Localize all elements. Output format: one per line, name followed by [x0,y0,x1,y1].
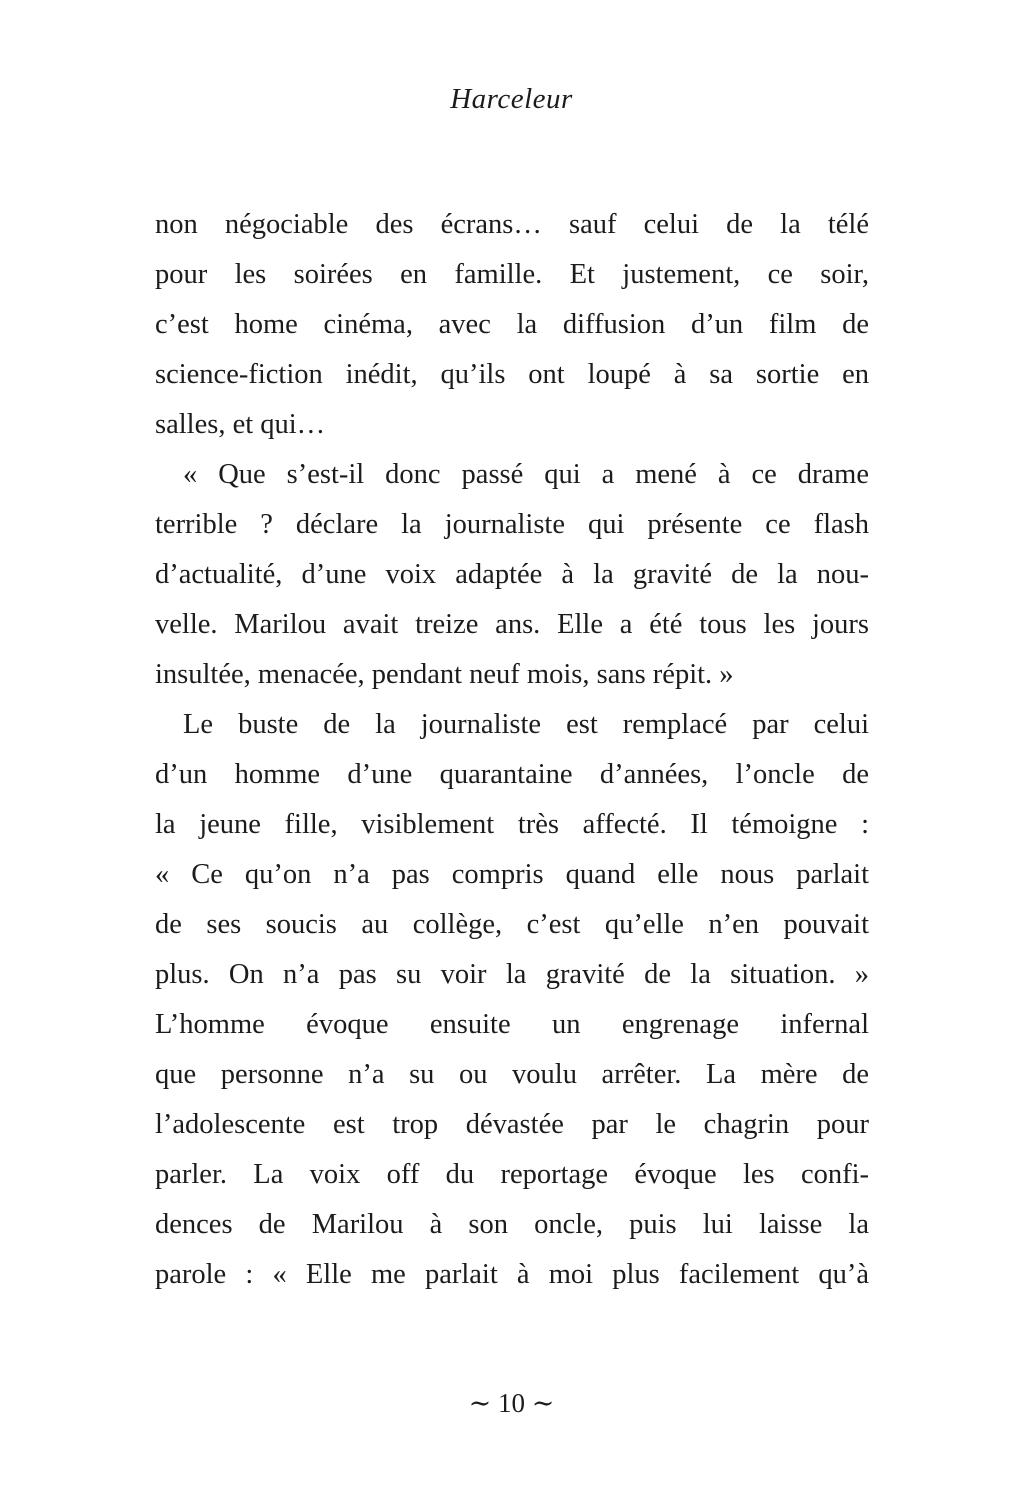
text-line: « Ce qu’on n’a pas compris quand elle nous parlait [155,859,869,890]
text-line: velle. Marilou avait treize ans. Elle a été tous les jours [155,609,869,640]
text-line: la jeune fille, visiblement très affecté. Il témoigne : [155,809,869,840]
text-line: parler. La voix off du reportage évoque les confi- [155,1159,869,1190]
text-line: que personne n’a su ou voulu arrêter. La mère de [155,1059,869,1090]
paragraph [155,450,869,700]
text-line: c’est home cinéma, avec la diffusion d’un film de [155,309,869,340]
text-line: insultée, menacée, pendant neuf mois, sans répit. » [155,659,734,690]
paragraph [155,200,869,450]
text-line: salles, et qui… [155,409,326,440]
text-line: plus. On n’a pas su voir la gravité de la situation. » [155,959,869,990]
running-header: Harceleur [450,83,573,115]
text-line: parole : « Elle me parlait à moi plus facilement qu’à [155,1259,869,1290]
body-text [155,200,869,1300]
text-line: Le buste de la journaliste est remplacé par celui [183,709,869,740]
text-line: terrible ? déclare la journaliste qui présente ce flash [155,509,869,540]
text-line: l’adolescente est trop dévastée par le chagrin pour [155,1109,869,1140]
page-number: ∼ 10 ∼ [468,1388,555,1418]
text-line: L’homme évoque ensuite un engrenage infernal [155,1009,869,1040]
text-line: « Que s’est-il donc passé qui a mené à ce drame [183,459,869,490]
text-line: pour les soirées en famille. Et justement, ce soir, [155,259,869,290]
text-line: d’un homme d’une quarantaine d’années, l’oncle de [155,759,869,790]
paragraph [155,700,869,1300]
text-line: d’actualité, d’une voix adaptée à la gravité de la nou- [155,559,869,590]
text-line: non négociable des écrans… sauf celui de la télé [155,209,869,240]
text-line: dences de Marilou à son oncle, puis lui laisse la [155,1209,869,1240]
text-line: de ses soucis au collège, c’est qu’elle n’en pouvait [155,909,869,940]
text-line: science-fiction inédit, qu’ils ont loupé à sa sortie en [155,359,869,390]
